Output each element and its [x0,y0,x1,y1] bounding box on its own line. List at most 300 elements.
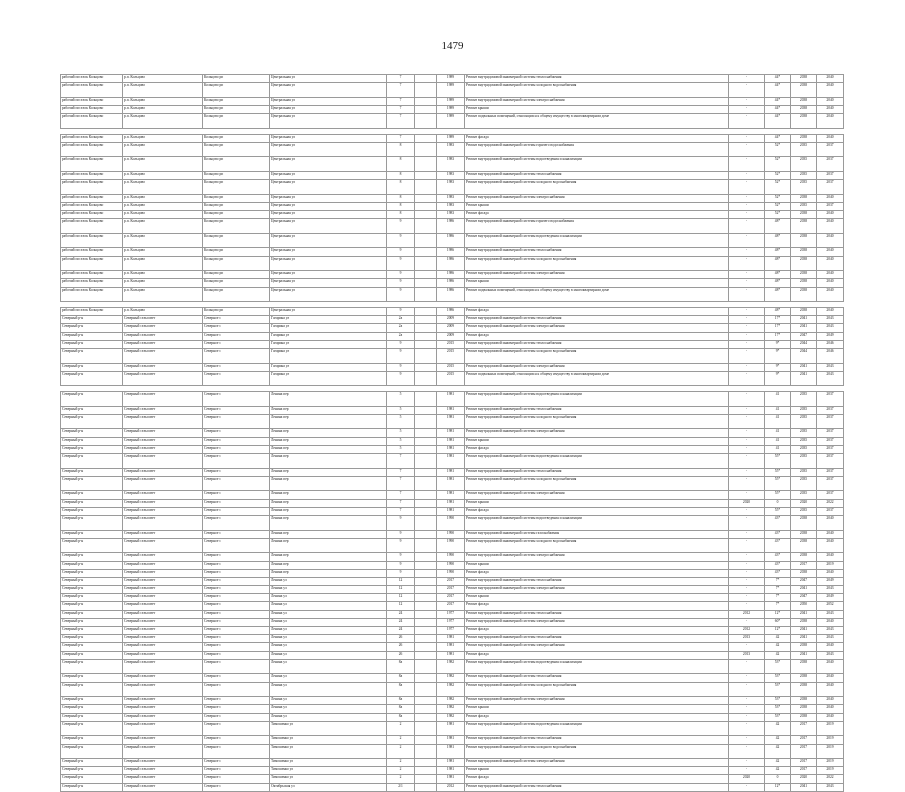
cell-settlement: Кольцово рп [203,308,270,316]
cell-wear-percent: 41 [765,392,791,407]
cell-district: рабочий поселок Кольцово [61,171,123,179]
cell-planned-end-year: 2040 [817,256,844,271]
cell-work-type: Ремонт фасада [465,134,729,142]
cell-planned-start-year: 2035 [791,157,817,172]
cell-work-type: Ремонт фасада [465,775,729,783]
cell-municipality: р.п. Кольцово [123,202,203,210]
cell-work-type: Ремонт внутридомовой инженерной системы горячего водоснабжения [465,219,729,234]
cell-planned-start-year: 2035 [791,406,817,414]
cell-work-type: Ремонт внутридомовой инженерной системы холодного водоснабжения [465,83,729,98]
cell-district: Северный р-н [61,744,123,759]
cell-building [415,171,437,179]
cell-district: Северный р-н [61,499,123,507]
cell-planned-end-year: 2019 [817,759,844,767]
cell-planned-start-year: 2041 [791,371,817,386]
cell-last-repair-year: - [729,332,765,340]
cell-last-repair-year: - [729,759,765,767]
cell-house-number: 2а [387,332,415,340]
table-row [61,594,844,602]
cell-settlement: Кольцово рп [203,194,270,202]
cell-wear-percent: 55* [765,468,791,476]
cell-planned-end-year: 2040 [817,83,844,98]
cell-settlement: Северное с [203,594,270,602]
cell-planned-end-year: 2037 [817,468,844,476]
table-row [61,618,844,626]
cell-wear-percent: 48* [765,271,791,279]
table-row [61,602,844,610]
cell-district: рабочий поселок Кольцово [61,180,123,195]
cell-planned-end-year: 2043 [817,635,844,643]
table-row [61,332,844,340]
cell-district: рабочий поселок Кольцово [61,287,123,302]
cell-municipality: Северный сельсовет [123,392,203,407]
cell-commissioning-year: 1981 [437,767,465,775]
table-row [61,586,844,594]
cell-commissioning-year: 1981 [437,392,465,407]
cell-planned-start-year: 2038 [791,674,817,682]
cell-house-number: 8а [387,713,415,721]
cell-settlement: Северное с [203,697,270,705]
cell-commissioning-year: 1981 [437,445,465,453]
cell-settlement: Кольцово рп [203,171,270,179]
cell-building [415,783,437,791]
cell-building [415,279,437,287]
cell-house-number: 2 [387,767,415,775]
cell-planned-start-year: 2038 [791,538,817,553]
cell-building [415,414,437,429]
cell-last-repair-year: - [729,308,765,316]
cell-commissioning-year: 1989 [437,114,465,129]
cell-work-type: Ремонт крыши [465,279,729,287]
cell-wear-percent: 43* [765,530,791,538]
cell-commissioning-year: 1977 [437,618,465,626]
cell-planned-start-year: 2038 [791,682,817,697]
cell-planned-end-year: 2043 [817,363,844,371]
cell-wear-percent: 7* [765,602,791,610]
cell-building [415,324,437,332]
cell-street: Центральная ул [270,180,387,195]
cell-district: Северный р-н [61,429,123,437]
cell-district: рабочий поселок Кольцово [61,256,123,271]
cell-street: Центральная ул [270,211,387,219]
cell-work-type: Ремонт внутридомовой инженерной системы водоотведения и канализации [465,233,729,248]
cell-commissioning-year: 1986 [437,233,465,248]
cell-settlement: Северное с [203,429,270,437]
cell-last-repair-year: - [729,618,765,626]
cell-commissioning-year: 1981 [437,437,465,445]
cell-district: рабочий поселок Кольцово [61,271,123,279]
cell-municipality: р.п. Кольцово [123,171,203,179]
cell-municipality: Северный сельсовет [123,577,203,585]
cell-building [415,507,437,515]
cell-district: рабочий поселок Кольцово [61,75,123,83]
cell-planned-end-year: 2052 [817,602,844,610]
cell-last-repair-year: - [729,142,765,157]
cell-street: Ленина ул [270,618,387,626]
cell-wear-percent: 52* [765,142,791,157]
cell-commissioning-year: 1981 [437,759,465,767]
cell-building [415,134,437,142]
cell-last-repair-year: - [729,491,765,499]
cell-work-type: Ремонт внутридомовой инженерной системы теплоснабжения [465,171,729,179]
cell-last-repair-year: - [729,363,765,371]
cell-wear-percent: 53* [765,674,791,682]
cell-work-type: Ремонт внутридомовой инженерной системы водоотведения и канализации [465,721,729,736]
cell-commissioning-year: 1983 [437,180,465,195]
cell-street: Ленина пер [270,406,387,414]
cell-settlement: Северное с [203,445,270,453]
cell-municipality: Северный сельсовет [123,429,203,437]
cell-house-number: 9 [387,248,415,256]
cell-building [415,142,437,157]
cell-commissioning-year: 1983 [437,171,465,179]
cell-commissioning-year: 1981 [437,454,465,469]
cell-planned-end-year: 2040 [817,530,844,538]
cell-planned-end-year: 2040 [817,674,844,682]
cell-house-number: 8 [387,171,415,179]
cell-wear-percent: 41 [765,437,791,445]
cell-district: Северный р-н [61,332,123,340]
cell-planned-end-year: 2040 [817,75,844,83]
cell-work-type: Ремонт внутридомовой инженерной системы холодного водоснабжения [465,256,729,271]
cell-wear-percent: 42 [765,635,791,643]
cell-planned-start-year: 2017 [791,767,817,775]
cell-settlement: Кольцово рп [203,75,270,83]
table-row [61,553,844,561]
cell-commissioning-year: 1983 [437,194,465,202]
cell-street: Тимошенко ул [270,721,387,736]
cell-commissioning-year: 1981 [437,406,465,414]
cell-house-number: 8а [387,659,415,674]
cell-last-repair-year: - [729,445,765,453]
cell-district: Северный р-н [61,643,123,651]
cell-district: Северный р-н [61,775,123,783]
cell-work-type: Ремонт фасада [465,627,729,635]
cell-planned-start-year: 2035 [791,392,817,407]
cell-work-type: Ремонт фасада [465,569,729,577]
table-row [61,674,844,682]
cell-building [415,602,437,610]
cell-last-repair-year: - [729,180,765,195]
cell-building [415,445,437,453]
cell-building [415,627,437,635]
cell-municipality: р.п. Кольцово [123,157,203,172]
cell-settlement: Северное с [203,736,270,744]
cell-municipality: Северный сельсовет [123,744,203,759]
cell-commissioning-year: 1982 [437,713,465,721]
table-row [61,114,844,129]
cell-commissioning-year: 1990 [437,553,465,561]
cell-planned-end-year: 2040 [817,538,844,553]
cell-last-repair-year: - [729,602,765,610]
cell-municipality: Северный сельсовет [123,759,203,767]
cell-building [415,363,437,371]
cell-wear-percent: 41 [765,414,791,429]
cell-house-number: 8а [387,697,415,705]
cell-settlement: Северное с [203,515,270,530]
cell-house-number: 7 [387,114,415,129]
cell-settlement: Северное с [203,553,270,561]
cell-wear-percent: 12* [765,610,791,618]
cell-district: Северный р-н [61,713,123,721]
table-row [61,429,844,437]
table-row [61,256,844,271]
cell-work-type: Ремонт внутридомовой инженерной системы теплоснабжения [465,340,729,348]
cell-building [415,659,437,674]
table-row [61,211,844,219]
cell-work-type: Ремонт внутридомовой инженерной системы холодного водоснабжения [465,414,729,429]
table-row [61,759,844,767]
cell-planned-start-year: 2038 [791,515,817,530]
cell-wear-percent: 52* [765,211,791,219]
cell-street: Центральная ул [270,308,387,316]
cell-settlement: Северное с [203,635,270,643]
cell-planned-end-year: 2043 [817,783,844,791]
cell-wear-percent: 44* [765,114,791,129]
cell-street: Центральная ул [270,248,387,256]
cell-planned-start-year: 2041 [791,316,817,324]
table-row [61,134,844,142]
cell-planned-end-year: 2040 [817,515,844,530]
cell-house-number: 7 [387,454,415,469]
cell-settlement: Северное с [203,602,270,610]
cell-district: рабочий поселок Кольцово [61,308,123,316]
cell-house-number: 9 [387,538,415,553]
table-row [61,171,844,179]
cell-settlement: Кольцово рп [203,279,270,287]
cell-planned-end-year: 2043 [817,324,844,332]
table-row [61,75,844,83]
cell-work-type: Ремонт внутридомовой инженерной системы холодного водоснабжения [465,180,729,195]
cell-planned-end-year: 2040 [817,287,844,302]
cell-building [415,332,437,340]
cell-commissioning-year: 1989 [437,134,465,142]
cell-planned-start-year: 2038 [791,75,817,83]
register-body [61,75,844,792]
cell-municipality: Северный сельсовет [123,618,203,626]
cell-planned-start-year: 2038 [791,271,817,279]
cell-planned-end-year: 2019 [817,744,844,759]
cell-planned-start-year: 2038 [791,233,817,248]
cell-work-type: Ремонт крыши [465,767,729,775]
cell-last-repair-year: - [729,705,765,713]
cell-wear-percent: 52* [765,202,791,210]
cell-planned-start-year: 2035 [791,171,817,179]
table-row [61,783,844,791]
cell-street: Центральная ул [270,134,387,142]
cell-house-number: 9 [387,530,415,538]
cell-house-number: 7 [387,134,415,142]
cell-wear-percent: 60* [765,618,791,626]
cell-settlement: Северное с [203,491,270,499]
cell-planned-start-year: 2041 [791,324,817,332]
cell-street: Ленина пер [270,392,387,407]
cell-house-number: 7 [387,75,415,83]
cell-last-repair-year: - [729,202,765,210]
cell-last-repair-year: - [729,697,765,705]
cell-commissioning-year: 1986 [437,248,465,256]
cell-planned-end-year: 2040 [817,618,844,626]
cell-settlement: Северное с [203,682,270,697]
cell-street: Гагарина ул [270,348,387,363]
cell-municipality: Северный сельсовет [123,348,203,363]
cell-street: Ленина ул [270,586,387,594]
cell-street: Гагарина ул [270,363,387,371]
cell-settlement: Северное с [203,610,270,618]
cell-district: Северный р-н [61,697,123,705]
cell-planned-end-year: 2040 [817,553,844,561]
cell-house-number: 12 [387,602,415,610]
cell-wear-percent: 43* [765,538,791,553]
cell-wear-percent: 48* [765,279,791,287]
cell-building [415,610,437,618]
table-row [61,499,844,507]
cell-wear-percent: 43* [765,561,791,569]
cell-last-repair-year: - [729,392,765,407]
cell-work-type: Ремонт внутридомовой инженерной системы теплоснабжения [465,736,729,744]
cell-work-type: Ремонт внутридомовой инженерной системы горячего водоснабжения [465,142,729,157]
cell-planned-end-year: 2049 [817,594,844,602]
cell-planned-start-year: 2035 [791,202,817,210]
cell-municipality: Северный сельсовет [123,610,203,618]
cell-last-repair-year: - [729,211,765,219]
table-row [61,248,844,256]
cell-planned-start-year: 2035 [791,142,817,157]
cell-last-repair-year: - [729,643,765,651]
cell-house-number: 7 [387,83,415,98]
cell-house-number: 2 [387,775,415,783]
cell-last-repair-year: 2012 [729,627,765,635]
cell-settlement: Кольцово рп [203,271,270,279]
cell-settlement: Кольцово рп [203,105,270,113]
cell-wear-percent: 52* [765,194,791,202]
table-row [61,635,844,643]
cell-street: Гагарина ул [270,340,387,348]
cell-settlement: Северное с [203,468,270,476]
cell-building [415,287,437,302]
cell-street: Центральная ул [270,256,387,271]
cell-street: Ленина ул [270,674,387,682]
cell-street: Ленина пер [270,569,387,577]
cell-last-repair-year: - [729,586,765,594]
table-row [61,287,844,302]
cell-commissioning-year: 1982 [437,697,465,705]
cell-work-type: Ремонт внутридомовой инженерной системы электроснабжения [465,697,729,705]
cell-commissioning-year: 1982 [437,674,465,682]
cell-planned-end-year: 2019 [817,767,844,775]
table-row [61,202,844,210]
cell-work-type: Ремонт внутридомовой инженерной системы теплоснабжения [465,248,729,256]
cell-planned-start-year: 2035 [791,468,817,476]
cell-planned-end-year: 2046 [817,348,844,363]
cell-district: Северный р-н [61,507,123,515]
cell-wear-percent: 55* [765,476,791,491]
cell-building [415,491,437,499]
cell-settlement: Северное с [203,371,270,386]
cell-settlement: Северное с [203,348,270,363]
cell-settlement: Северное с [203,783,270,791]
cell-municipality: р.п. Кольцово [123,97,203,105]
cell-settlement: Северное с [203,454,270,469]
cell-building [415,594,437,602]
cell-work-type: Ремонт внутридомовой инженерной системы водоотведения и канализации [465,659,729,674]
cell-district: Северный р-н [61,414,123,429]
cell-planned-end-year: 2043 [817,316,844,324]
cell-building [415,759,437,767]
cell-commissioning-year: 1989 [437,105,465,113]
cell-planned-start-year: 2041 [791,651,817,659]
cell-settlement: Северное с [203,324,270,332]
cell-street: Октябрьская ул [270,783,387,791]
cell-municipality: Северный сельсовет [123,635,203,643]
cell-house-number: 5 [387,445,415,453]
cell-building [415,515,437,530]
cell-district: Северный р-н [61,783,123,791]
cell-planned-start-year: 2038 [791,83,817,98]
cell-wear-percent: 48* [765,256,791,271]
cell-commissioning-year: 2017 [437,602,465,610]
cell-planned-start-year: 2017 [791,744,817,759]
cell-settlement: Кольцово рп [203,202,270,210]
cell-street: Центральная ул [270,287,387,302]
cell-last-repair-year: 2013 [729,651,765,659]
cell-commissioning-year: 2017 [437,594,465,602]
cell-municipality: Северный сельсовет [123,468,203,476]
cell-building [415,340,437,348]
cell-last-repair-year: - [729,256,765,271]
cell-last-repair-year: - [729,736,765,744]
cell-street: Центральная ул [270,171,387,179]
cell-building [415,553,437,561]
table-row [61,233,844,248]
cell-municipality: р.п. Кольцово [123,194,203,202]
cell-building [415,157,437,172]
table-row [61,569,844,577]
cell-commissioning-year: 1982 [437,682,465,697]
cell-house-number: 5 [387,437,415,445]
cell-street: Гагарина ул [270,371,387,386]
cell-settlement: Северное с [203,392,270,407]
cell-wear-percent: 41 [765,429,791,437]
cell-last-repair-year: - [729,767,765,775]
cell-work-type: Ремонт крыши [465,594,729,602]
cell-work-type: Ремонт фасада [465,445,729,453]
cell-wear-percent: 52* [765,180,791,195]
table-row [61,308,844,316]
cell-planned-end-year: 2040 [817,97,844,105]
cell-building [415,429,437,437]
cell-settlement: Северное с [203,659,270,674]
cell-last-repair-year: - [729,783,765,791]
cell-street: Ленина пер [270,530,387,538]
table-row [61,659,844,674]
cell-last-repair-year: - [729,569,765,577]
cell-planned-end-year: 2040 [817,308,844,316]
cell-settlement: Северное с [203,530,270,538]
cell-settlement: Кольцово рп [203,157,270,172]
table-row [61,682,844,697]
cell-work-type: Ремонт внутридомовой инженерной системы теплоснабжения [465,316,729,324]
cell-building [415,392,437,407]
cell-street: Ленина ул [270,713,387,721]
cell-building [415,180,437,195]
cell-building [415,256,437,271]
cell-street: Центральная ул [270,157,387,172]
cell-building [415,674,437,682]
cell-planned-start-year: 2038 [791,618,817,626]
cell-district: Северный р-н [61,635,123,643]
cell-work-type: Ремонт внутридомовой инженерной системы электроснабжения [465,586,729,594]
